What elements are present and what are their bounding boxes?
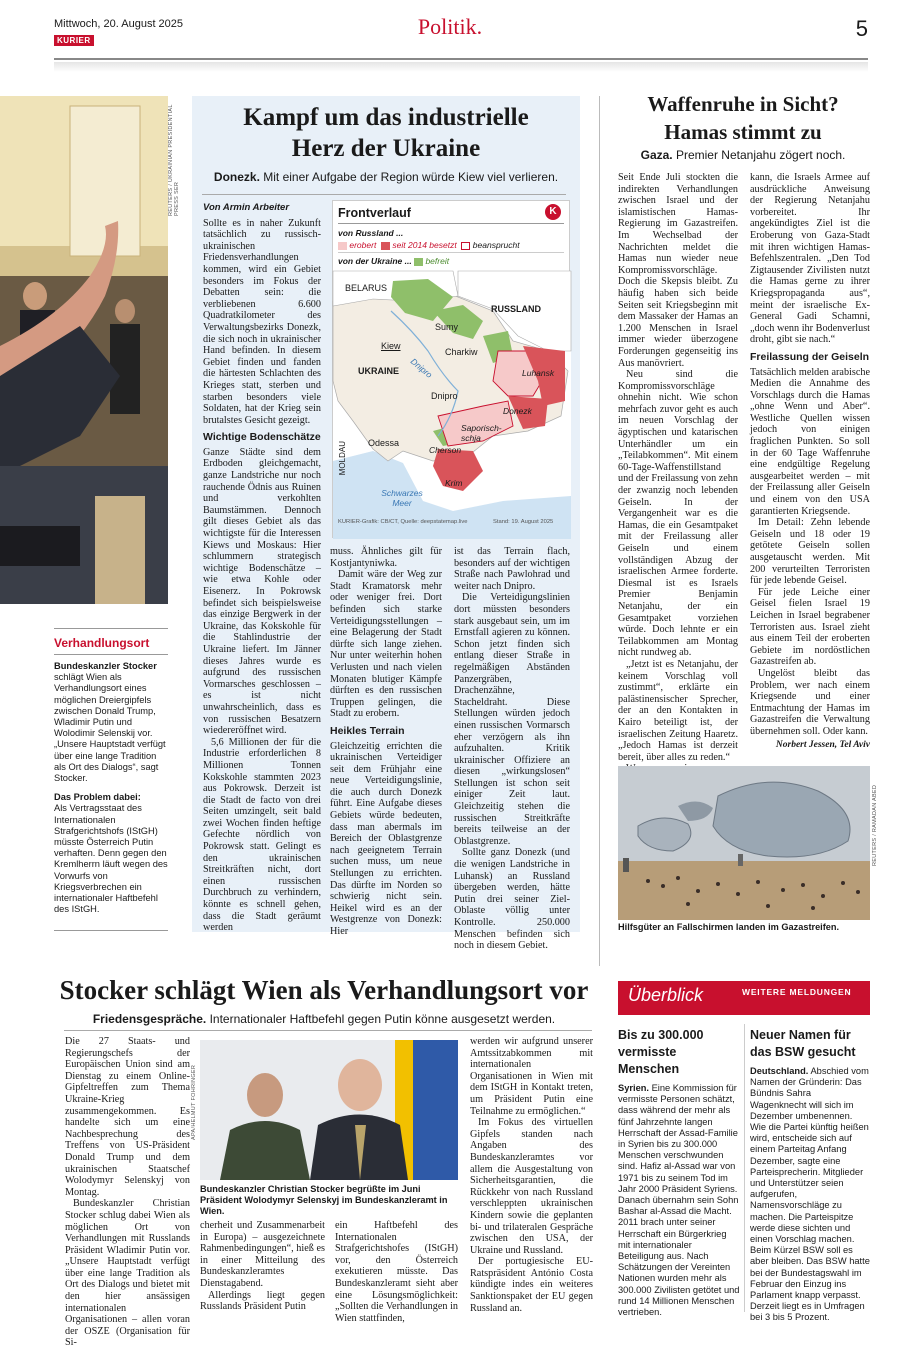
- news-body: [618, 1083, 740, 1318]
- stocker-lead: [54, 1012, 594, 1026]
- sidebar-title-rule: [54, 654, 168, 655]
- section-title: Politik.: [417, 14, 483, 39]
- map-label-kiew: Kiew: [381, 341, 401, 351]
- paragraph: Im Detail: Zehn lebende Geiseln und 18 oder 19 getötete Geiseln sollen ausgetauscht werden. Mit 200 verurteilten Terroristen für jede lebende Geisel.: [750, 517, 870, 587]
- map-label-ukraine: UKRAINE: [358, 366, 400, 376]
- gaza-headline: [608, 90, 878, 146]
- subheading: Wichtige Bodenschätze: [203, 431, 321, 444]
- subheading: Freilassung der Geiseln: [750, 350, 870, 363]
- stocker-column-2: [200, 1220, 325, 1313]
- paragraph: Gleichzeitig errichten die ukrainischen Verteidiger seit dem Frühjahr eine neue Verteidigungslinie, die auch durch Donezk führt. Eine Aufgabe dieses Gebiets würde bedeuten, dass man abermals im Bereich der Oblastgrenze nach geeignetem Terrain suchen muss, um neue Stellungen zu errichten. Das dürfte im Norden so schwierig nicht sein. Heikel wird es an der Westgrenze von Donezk: Hier: [330, 740, 442, 937]
- lead-place: Friedensgespräche.: [92, 1012, 207, 1026]
- news-heading-line-1: Bis zu 300.000: [618, 1028, 704, 1042]
- headline-line-1: Kampf um das industrielle: [243, 104, 529, 131]
- subheading: Heikles Terrain: [330, 724, 405, 737]
- stocker-column-4: [470, 1036, 593, 1314]
- ukraine-column-1: [203, 202, 321, 934]
- map-label-odessa: Odessa: [368, 438, 400, 448]
- news-heading-line-2: das BSW gesucht: [750, 1045, 856, 1059]
- legend-swatch-claimed: [461, 242, 470, 250]
- news-place: Syrien.: [618, 1083, 650, 1093]
- legend-swatch-conquered: [338, 242, 347, 250]
- header-divider: [54, 58, 868, 60]
- trump-press-photo: [0, 96, 168, 604]
- stocker-headline: Stocker schlägt Wien als Verhandlungsort vor: [59, 975, 589, 1005]
- gaza-lead: [608, 148, 878, 162]
- news-text: Eine Kommission für vermisste Personen schätzt, dass während der mehr als fünf Jahrzehnte langen Herrschaft der Assad-Familie in Syrien bis zu 300.000 Menschen verschwunden sind. Hafiz al-Assad war von 1971 bis zu seinem Tod im Jahr 2000 Präsident Syriens. Danach übernahm sein Sohn Bashar al-Assad die Macht. 2011 brach unter seiner Herrschaft ein Bürgerkrieg mit internationaler Beteiligung aus. Nach Schätzungen der Vereinten Nationen wurden mehr als 300.000 Zivilisten getötet und rund 14 Millionen Menschen vertrieben.: [618, 1083, 740, 1318]
- sidebar-bottom-rule: [54, 930, 168, 931]
- sidebar-lead-2: Das Problem dabei:: [54, 792, 141, 803]
- header-shadow: [54, 62, 868, 72]
- news-divider: [744, 1024, 745, 1312]
- map-status: Stand: 19. August 2025: [493, 519, 554, 525]
- legend-claimed: beansprucht: [472, 240, 520, 250]
- uberblick-title: Überblick: [628, 985, 704, 1005]
- map-label-moldau: MOLDAU: [338, 441, 347, 476]
- gaza-author: Norbert Jessen, Tel Aviv: [775, 739, 870, 750]
- sidebar-title: Verhandlungsort: [54, 636, 150, 650]
- paragraph: Bundeskanzler Christian Stocker schlug dabei Wien als möglichen Ort von Verhandlungen mit Russlands Präsident Wladimir Putin vor. „Unsere Hauptstadt verfügt über eine lange Tradition als Ort des Dialogs und bietet mit den hier ansässigen internationalen Organisationen – allen voran der OSZE (Organisation für Si-: [65, 1198, 190, 1349]
- news-heading-line-2: vermisste Menschen: [618, 1045, 680, 1076]
- paragraph: Allerdings liegt gegen Russlands Präsident Putin: [200, 1289, 325, 1313]
- news-item-syria: [618, 1027, 740, 1318]
- map-label-charkiw: Charkiw: [445, 347, 478, 357]
- map-label-dnipro-river: Dnipro: [408, 356, 435, 380]
- lead-text: Premier Netanjahu zögert noch.: [672, 148, 846, 162]
- news-heading-line-1: Neuer Namen für: [750, 1028, 851, 1042]
- ukraine-column-2: [330, 546, 442, 938]
- map-label-donezk: Donezk: [503, 406, 532, 416]
- gaza-column-2: [750, 172, 870, 751]
- legend-russia-items: [338, 240, 520, 250]
- lead-rule: [202, 194, 566, 195]
- sidebar-divider: [54, 628, 168, 629]
- map-label-belarus: BELARUS: [345, 283, 388, 293]
- ukraine-headline: [192, 102, 580, 164]
- legend-ukraine: [338, 256, 449, 266]
- front-line-map: [332, 200, 570, 538]
- news-item-bsw: [750, 1027, 870, 1324]
- ukraine-lead: [192, 170, 580, 184]
- map-label-luhansk: Luhansk: [522, 368, 555, 378]
- legend-russia-label: von Russland ...: [338, 228, 404, 238]
- legend-rule: [338, 252, 564, 253]
- lead-text: Internationaler Haftbefehl gegen Putin könne ausgesetzt werden.: [206, 1012, 556, 1026]
- photo-credit: APA/HELMUT FOHRINGER: [191, 1064, 197, 1140]
- map-label-saporischschja: Saporisch-schja: [461, 423, 502, 443]
- news-place: Deutschland.: [750, 1066, 809, 1076]
- gaza-column-1: [618, 172, 738, 798]
- map-label-krim: Krim: [445, 478, 463, 488]
- paragraph: cherheit und Zusammenarbeit in Europa) – ausgezeichnete Rahmenbedingungen“, hieß es in einer Mitteilung des Bundeskanzleramtes Dienstagabend.: [200, 1220, 325, 1289]
- legend-swatch-freed: [414, 258, 423, 266]
- paragraph: Die 27 Staats- und Regierungschefs der Europäischen Union sind am Dienstag zu einem Online-Gipfeltreffen zum Thema Ukraine-Krieg zusammengekommen. Es handelte sich um eine Nachbesprechung des Treffens von US-Präsident Donald Trump und dem ukrainischen Staatschef Wolodymyr Selenskyj von Montag.: [65, 1036, 190, 1198]
- sidebar-paragraph-1: schlägt Wien als Verhandlungsort eines möglichen Dreiergipfels zwischen Donald Trump, Wladimir Putin und Wolodimir Selenskij vor. „Unsere Hauptstadt verfügt über eine lange Tradition als Ort des Dialogs“, sagt Stocker.: [54, 672, 166, 784]
- map-label-sumy: Sumy: [435, 322, 459, 332]
- stocker-column-3: [335, 1220, 458, 1324]
- paragraph: „Jetzt ist es Netanjahu, der keinem Vorschlag voll zustimmt“, erklärte ein palästinensischer Sprecher, der an den Kontakten in Kairo beteiligt ist, der israelischen Zeitung Haaretz. „Jedoch Hamas ist derzeit bereit, über alles zu reden.“: [618, 658, 738, 763]
- legend-freed: befreit: [425, 256, 450, 266]
- sidebar-text: [54, 661, 168, 915]
- map-label-cherson: Cherson: [429, 445, 462, 455]
- paragraph: ein Haftbefehl des Internationalen Strafgerichtshofes (IStGH) vor, den Österreich exekutieren müsste. Das Bundeskanzleramt sieht aber eine Lösungsmöglichkeit: „Sollten die Verhandlungen in Wien stattfinden,: [335, 1220, 458, 1324]
- legend-swatch-since2014: [381, 242, 390, 250]
- paragraph: Sollte es in naher Zukunft tatsächlich zu russisch-ukrainischen Friedensverhandlungen kommen, wird ein Gebiet besonders im Fokus der Debatten sein: die verbliebenen 6.600 Quadratkilometer des Verwaltungsbezirks Donezk, die sich noch in ukrainischer Hand befinden. In diesem Gebiet finden und fanden die härtesten Schlachten des Krieges statt, sterben und starben besonders viele Soldaten, hat der Krieg sein brutalstes Gesicht gezeigt.: [203, 217, 321, 426]
- author: Von Armin Arbeiter: [203, 202, 290, 213]
- brand-logo: KURIER: [54, 35, 94, 46]
- news-body: [750, 1066, 870, 1324]
- map-title: Frontverlauf: [338, 206, 411, 220]
- paragraph: Sollte ganz Donezk (und die wenigen Landstriche in Luhansk) an Russland übergeben werden, hätte Putin drei seiner Ziel-Oblaste völlig unter Kontrolle. 250.000 Menschen befinden sich noch in diesem Gebiet.: [454, 847, 570, 952]
- headline-line-1: Waffenruhe in Sicht?: [647, 92, 839, 116]
- headline-line-2: Hamas stimmt zu: [664, 120, 822, 144]
- paragraph: Damit wäre der Weg zur Stadt Kramatorsk mehr oder weniger frei. Dort befinden sich starke Verteidigungsstellungen – eine Belagerung der Stadt dürfte sich lange ziehen. Nur unter weiterhin hohen Verlusten und nach vielen Monaten blutiger Kämpfe dürften es den russischen Truppen gelingen, die Stadt zu erobern.: [330, 569, 442, 720]
- issue-date: Mittwoch, 20. August 2025: [54, 18, 184, 30]
- photo-credit: REUTERS / UKRAINIAN PRESIDENTIAL PRESS SER: [168, 104, 180, 216]
- lead-rule: [64, 1030, 592, 1031]
- headline-line-2: Herz der Ukraine: [291, 135, 481, 162]
- paragraph: Ganze Städte sind dem Erdboden gleichgemacht, ganze Landstriche nur noch rauchende Ödnis aus Ruinen und verkohlten Baumstämmen. Dennoch gilt dieses Gebiet als das wichtigste für die Interessen Kiews und Moskaus: Hier schlummern strategisch wichtige Bodenschätze – wie etwa Kohle oder Eisenerz. In Pokrowsk befindet sich beispielsweise das einzige Bergwerk in der Ukraine, das Kokskohle für die Stahlindustrie der Ukraine liefert. Im Jänner dieses Jahres wurde es aufgrund des russischen Vormarsches geschlossen – es ist nicht unwahrscheinlich, dass es von russischen Besatzern wiedereröffnet wird.: [203, 446, 321, 737]
- paragraph: werden wir aufgrund unserer Amtssitzabkommen mit internationalen Organisationen in Wien mit dem IStGH in Kontakt treten, um Präsident Putin eine Teilnahme zu ermöglichen.“: [470, 1036, 593, 1117]
- paragraph: Die Verteidigungslinien dort müssten besonders stark ausgebaut sein, um im Ernstfall agieren zu können. Schon jetzt finden sich entlang dieser Straße in regelmäßigen Abständen Panzergräben, Drachenzähne, Stacheldraht. Diese Stellungen würden jedoch einen russischen Vormarsch eher verzögern als ihn aufzuhalten. Kritik ukrainischer Offiziere an diesen „wirkungslosen“ Stellungen ist schon seit einiger Zeit laut. Gleichzeitig stehen die russischen Streitkräfte bereits teilweise an der Oblastgrenze.: [454, 592, 570, 847]
- lead-text: Mit einer Aufgabe der Region würde Kiew viel verlieren.: [259, 170, 559, 184]
- sidebar-paragraph-2: Als Vertragsstaat des Internationalen Strafgerichtshofs (IStGH) müsste Österreich Putin verhaften. Denn gegen den Kremlherrn läuft wegen des Vorwurfs von Kriegsverbrechen ein internationaler Haftbefehl des IStGH.: [54, 803, 168, 915]
- paragraph: Ungelöst bleibt das Problem, wer nach einem Kriegsende und einer Entmachtung der Hamas im Gazastreifen die Verwaltung übernehmen soll. Oder kann.: [750, 667, 870, 737]
- paragraph: Neu sind die Kompromissvorschläge ohnehin nicht. Wie schon mehrfach zuvor geht es auch im neuen Vorschlag der ägyptischen und katarischen Unterhändler um ein „Teilabkommen“. Mit einem 60-Tage-Waffenstillstand und der Freilassung von zehn der zwanzig noch lebenden Geiseln. In der Vergangenheit war es die Hamas, die ein Gesamtpaket mit der Freilassung aller Geiseln und einem vollständigen Abzug der israelischen Armee forderte. Diesmal ist es Israels Premier Benjamin Netanjahu, der ein Gesamtpaket vorziehen würde. Doch lehnte er ein Teilabkommen am Montag nicht rundweg ab.: [618, 369, 738, 659]
- paragraph: ist das Terrain flach, besonders auf der wichtigen Straße nach Pawlohrad und weiter nach Dnipro.: [454, 546, 570, 592]
- map-label-dnipro-city: Dnipro: [431, 391, 458, 401]
- lead-place: Donezk.: [213, 170, 260, 184]
- stocker-photo-caption: Bundeskanzler Christian Stocker begrüßte im Juni Präsident Wolodymyr Selenskyj im Bundeskanzleramt in Wien.: [200, 1184, 448, 1216]
- paragraph: Im Fokus des virtuellen Gipfels standen nach Angaben des Bundeskanzleramtes vor allem die Ausgestaltung von Sicherheitsgarantien, die Rückkehr von nach Russland verschleppten ukrainischen Kindern sowie die geplanten bi- und trilateralen Gespräche zwischen den USA, der Ukraine und Russland.: [470, 1117, 593, 1256]
- lead-place: Gaza.: [640, 148, 673, 162]
- ukraine-column-3: [454, 546, 570, 952]
- map-title-rule: [338, 223, 564, 224]
- map-label-russland: RUSSLAND: [491, 304, 542, 314]
- gaza-airdrop-photo: [618, 766, 870, 920]
- legend-ukraine-label: von der Ukraine ...: [338, 256, 412, 266]
- paragraph: kann, die Israels Armee auf ausdrückliche Anweisung der Regierung Netanjahu vorbereitet. Ihr angekündigtes Ziel ist die Eroberung von Gaza-Stadt mit ihren wichtigen Hamas-Befehlszentralen. „Den Tod Zigtausender Zivilisten nutzt die Hamas gerne zu ihrer Kriegspropaganda aus“, meint der israelische Ex-General Gadi Schamni, „doch wenn ihr Bodenverlust droht, gibt sie nach.“: [750, 172, 870, 346]
- paragraph: 5,6 Millionen der für die Industrie erforderlichen 8 Millionen Tonnen Kokskohle stammten 2023 aus Pokrowsk. Derzeit ist die Stadt de facto von drei Seiten umzingelt, seit bald zwei Wochen finden heftige Gefechte nördlich von Pokrowsk statt. Gelingt es den ukrainischen Streitkräften nicht, dort einen russischen Durchbruch zu verhindern, könnte es schnell gehen, dass die Stadt geräumt werden: [203, 736, 321, 934]
- gaza-photo-caption: Hilfsgüter an Fallschirmen landen im Gazastreifen.: [618, 922, 840, 932]
- sidebar-lead-1: Bundeskanzler Stocker: [54, 661, 157, 671]
- photo-credit: REUTERS / RAMADAN ABED: [872, 784, 878, 866]
- legend-since2014: seit 2014 besetzt: [392, 240, 457, 250]
- paragraph: Seit Ende Juli stockten die indirekten Verhandlungen zwischen Israel und der islamistischen Hamas-Regierung im Gazastreifen. Im Wechselbad der Nachrichten meldet die Hamas nun wieder neue Kompromissvorschläge. Doch die Skepsis bleibt. Zu häufig haben sich beide Seiten seit Kriegsbeginn mit dem Massaker der Hamas an 1.200 Menschen in Israel immer wieder überzogene Forderungen gegenseitig ins Aus manövriert.: [618, 172, 738, 369]
- uberblick-subtitle: WEITERE MELDUNGEN: [742, 987, 852, 997]
- paragraph: Der portugiesische EU-Ratspräsident António Costa kündigte indes ein weiteres Sanktionspaket der EU gegen Russland an.: [470, 1256, 593, 1314]
- stocker-selenskyj-photo: [200, 1040, 458, 1180]
- stocker-column-1: [65, 1036, 190, 1349]
- map-source: KURIER-Grafik: CB/CT, Quelle: deepstatemap.live: [338, 519, 468, 525]
- kurier-logo-icon: K: [545, 204, 561, 220]
- map-label-sea: Schwarzes Meer: [381, 488, 423, 508]
- paragraph: Tatsächlich melden arabische Medien die Annahme des Vorschlags durch die Hamas „ohne Wenn und Aber“. Westliche Quellen wissen jedoch von einigen fraglichen Punkten. So soll in der 60 Tage Waffenruhe eine endgültige Regelung ausgearbeitet werden – mit der Freilassung aller Geiseln und einem von den USA garantierten Kriegsende.: [750, 366, 870, 517]
- legend-conquered: erobert: [349, 240, 377, 250]
- paragraph: Für jede Leiche einer Geisel fielen Israel 19 Leichen in Israel begrabener Terroristen aus. Israel zieht aus einem Teil der eroberten Gebiete im nordöstlichen Gazastreifen ab.: [750, 586, 870, 668]
- column-separator: [599, 96, 600, 966]
- news-text: Abschied vom Namen der Gründerin: Das Bündnis Sahra Wagenknecht will sich im Dezember umbenennen. Wie die Partei künftig heißen wird, entscheide sich auf einem Parteitag Anfang Dezember, sagte eine Parteisprecherin. Mitglieder und Unterstützer seien aufgerufen, Namensvorschläge zu machen. Die Parteispitze werde diese sichten und einen Vorschlag machen. Beim Kürzel BSW soll es aber bleiben. Das BSW hatte bei der Bundestagswahl im Februar den Einzug ins Parlament knapp verpasst. Derzeit liegt es in Umfragen bei 3 bis 5 Prozent.: [750, 1066, 870, 1323]
- page-number: 5: [855, 16, 868, 41]
- paragraph: muss. Ähnliches gilt für Kostjantyniwka.: [330, 546, 442, 569]
